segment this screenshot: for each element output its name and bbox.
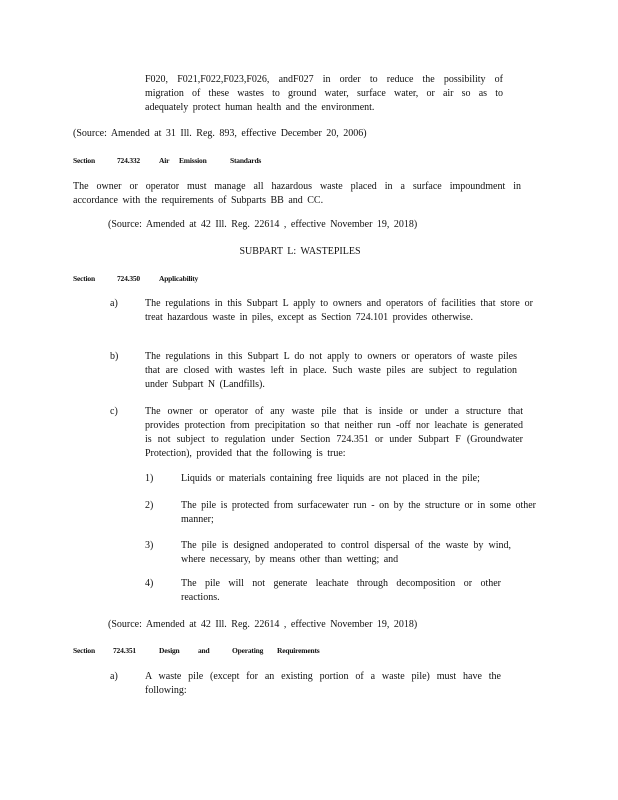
subitem-label: 1): [145, 473, 154, 484]
section-title-word: Applicability: [159, 274, 199, 283]
section-title-word: Requirements: [277, 646, 320, 655]
source-note: (Source: Amended at 42 Ill. Reg. 22614 , effective November 19, 2018): [108, 619, 418, 630]
source-note: (Source: Amended at 42 Ill. Reg. 22614 , effective November 19, 2018): [108, 219, 418, 230]
section-number: 724.351: [113, 646, 136, 655]
section-title-word: and: [198, 646, 210, 655]
section-title-word: Operating: [232, 646, 264, 655]
subitem-text: The pile will not generate leachate through decomposition or other reactions.: [181, 578, 501, 603]
section-title-word: Air: [159, 156, 170, 165]
section-word: Section: [73, 156, 95, 165]
subitem-label: 3): [145, 540, 154, 551]
item-text: A waste pile (except for an existing portion of a waste pile) must have the following:: [145, 671, 501, 696]
item-text: The owner or operator of any waste pile that is inside or under a structure that provides protection from precipitation so that neither run -off nor leachate is generated is not subject to regulation under Section 724.351 or under Subpart F (Groundwater Protection), provided that the following is true:: [145, 406, 523, 459]
subitem-label: 2): [145, 500, 154, 511]
section-number: 724.350: [117, 274, 140, 283]
item-label: a): [110, 671, 118, 682]
item-label: a): [110, 298, 118, 309]
section-title-word: Design: [159, 646, 180, 655]
intro-paragraph: F020, F021,F022,F023,F026, andF027 in order to reduce the possibility of migration of these wastes to ground water, surface water, or air so as to adequately protect human health and the environment.: [145, 74, 503, 113]
section-word: Section: [73, 646, 95, 655]
section-paragraph: The owner or operator must manage all hazardous waste placed in a surface impoundment in accordance with the requirements of Subparts BB and CC.: [73, 181, 521, 206]
item-label: c): [110, 406, 118, 417]
source-note: (Source: Amended at 31 Ill. Reg. 893, effective December 20, 2006): [73, 128, 367, 139]
item-text: The regulations in this Subpart L apply to owners and operators of facilities that store or treat hazardous waste in piles, except as Section 724.101 provides otherwise.: [145, 298, 533, 323]
item-label: b): [110, 351, 119, 362]
subpart-heading: SUBPART L: WASTEPILES: [239, 246, 361, 257]
section-title-word: Emission: [179, 156, 207, 165]
subitem-text: The pile is designed andoperated to control dispersal of the waste by wind, where necessary, by means other than wetting; and: [181, 540, 511, 565]
item-text: The regulations in this Subpart L do not apply to owners or operators of waste piles that are closed with wastes left in place. Such waste piles are subject to regulation under Subpart N (Landfills).: [145, 351, 517, 390]
section-title-word: Standards: [230, 156, 262, 165]
subitem-label: 4): [145, 578, 154, 589]
section-word: Section: [73, 274, 95, 283]
subitem-text: Liquids or materials containing free liquids are not placed in the pile;: [181, 473, 480, 484]
section-number: 724.332: [117, 156, 140, 165]
subitem-text: The pile is protected from surfacewater run - on by the structure or in some other manner;: [181, 500, 536, 525]
